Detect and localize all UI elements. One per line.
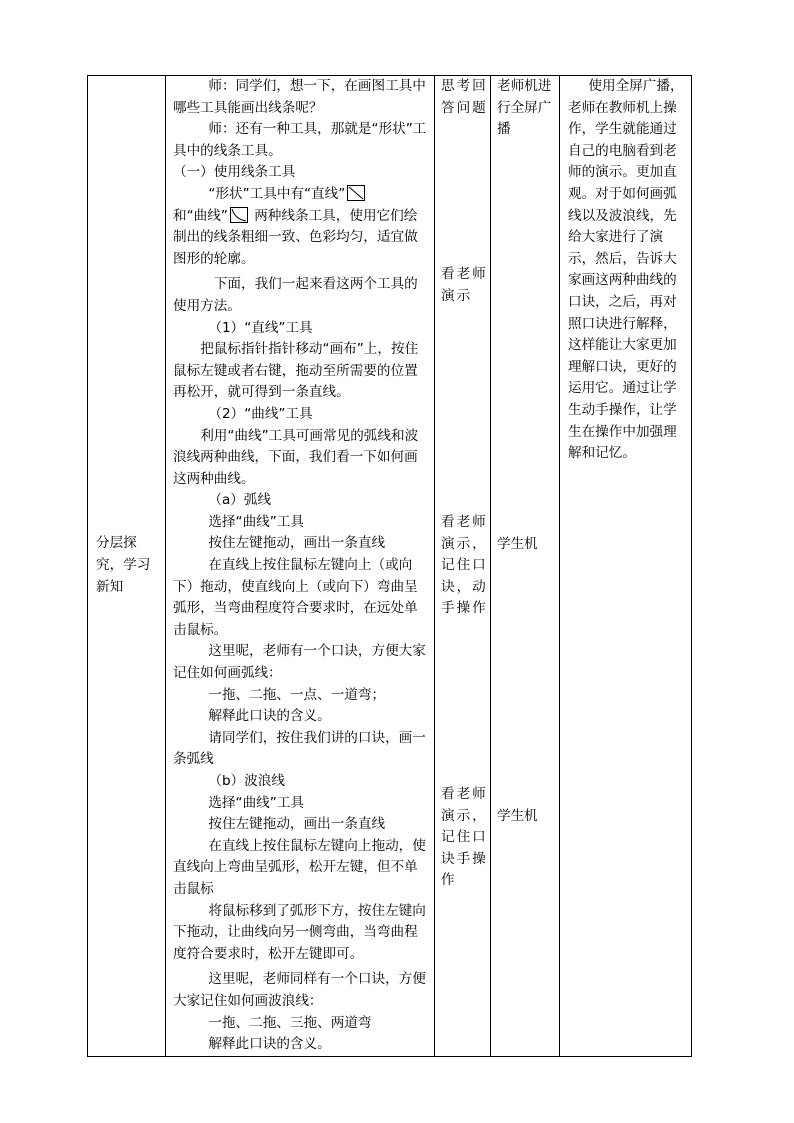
content-line: 下面，我们一起来看这两个工具的使用方法。 bbox=[173, 276, 418, 314]
lesson-plan-table bbox=[87, 75, 692, 1057]
media-item: 老师机进行全屏广播 bbox=[497, 78, 552, 138]
content-line: 这里呢，老师有一个口诀，方便大家记住如何画弧线： bbox=[173, 643, 426, 682]
section-label: 分层探究，学习新知 bbox=[96, 535, 151, 595]
media-cell bbox=[491, 76, 560, 1057]
student-activity-cell bbox=[435, 76, 491, 1057]
teaching-content-cell bbox=[166, 76, 435, 1057]
content-line: 这里呢，老师同样有一个口诀，方便大家记住如何画波浪线： bbox=[173, 971, 426, 1009]
teaching-content bbox=[166, 76, 434, 1056]
content-line bbox=[173, 184, 429, 206]
content-line: 解释此口诀的含义。 bbox=[208, 1036, 331, 1053]
content-line: 解释此口诀的含义。 bbox=[208, 708, 331, 725]
media-item: 学生机 bbox=[497, 536, 538, 552]
content-line: 在直线上按住鼠标左键向上拖动，使直线向上弯曲呈弧形，松开左键，但不单击鼠标 bbox=[173, 837, 426, 897]
content-line: 师：还有一种工具，那就是“形状”工具中的线条工具。 bbox=[173, 121, 427, 159]
content-heading: （a）弧线 bbox=[208, 492, 272, 509]
section-label-cell bbox=[88, 76, 166, 1057]
student-activity bbox=[435, 76, 490, 1056]
content-line: 将鼠标移到了弧形下方，按住左键向下拖动，让曲线向另一侧弯曲，当弯曲程度符合要求时，松开左键即可。 bbox=[173, 902, 426, 962]
content-text: 和“曲线” bbox=[173, 207, 228, 224]
content-heading: （2）“曲线”工具 bbox=[208, 405, 313, 422]
activity-item: 思考回答问题 bbox=[441, 78, 488, 116]
activity-item: 看老师演示 bbox=[441, 266, 488, 304]
content-heading: （1）“直线”工具 bbox=[208, 319, 313, 336]
content-heading: （b）波浪线 bbox=[208, 773, 285, 789]
content-line: 把鼠标指针指针移动“画布”上，按住鼠标左键或者右键，拖动至所需要的位置再松开，就可得到一条直线。 bbox=[173, 341, 419, 401]
design-intent bbox=[560, 76, 691, 465]
content-heading: （一）使用线条工具 bbox=[173, 164, 296, 181]
curve-tool-icon bbox=[230, 207, 248, 223]
content-text: 两种线条工具，使用它们绘制出的线条粗细一致、色彩均匀，适宜做图形的轮廓。 bbox=[173, 207, 418, 267]
content-line: 请同学们，按住我们讲的口诀，画一条弧线 bbox=[173, 729, 426, 768]
content-line: 一拖、二拖、一点、一道弯； bbox=[208, 686, 386, 703]
content-line bbox=[173, 206, 429, 271]
design-intent-cell bbox=[560, 76, 692, 1057]
content-line: 选择“曲线”工具 bbox=[208, 794, 305, 811]
table-row bbox=[88, 76, 692, 1057]
content-line: 按住左键拖动，画出一条直线 bbox=[208, 535, 386, 552]
content-line: 师：同学们，想一下，在画图工具中哪些工具能画出线条呢？ bbox=[173, 78, 426, 116]
design-intent-text: 使用全屏广播，老师在教师机上操作，学生就能通过自己的电脑看到老师的演示。更加直观。对于如何画弧线以及波浪线，先给大家进行了演示，然后，告诉大家画这两种曲线的口诀，之后，再对照口诀进行解释，这样能让大家更加理解口诀，更好的运用它。通过让学生动手操作，让学生在操作中加强理解和记忆。 bbox=[568, 78, 684, 462]
activity-item: 看老师演示，记住口诀，动手操作 bbox=[441, 514, 488, 617]
content-line: 在直线上按住鼠标左键向上（或向下）拖动，使直线向上（或向下）弯曲呈弧形，当弯曲程度符合要求时，在远处单击鼠标。 bbox=[173, 557, 418, 638]
media-column bbox=[491, 76, 559, 1056]
line-tool-icon bbox=[347, 185, 365, 201]
content-line: 利用“曲线”工具可画常见的弧线和波浪线两种曲线，下面，我们看一下如何画这两种曲线。 bbox=[173, 427, 419, 487]
content-line: 按住左键拖动，画出一条直线 bbox=[208, 816, 386, 833]
activity-item: 看老师演示，记住口诀手操作 bbox=[441, 786, 488, 889]
content-text: “形状”工具中有“直线” bbox=[208, 185, 346, 202]
media-item: 学生机 bbox=[497, 808, 538, 824]
content-line: 选择“曲线”工具 bbox=[208, 513, 305, 530]
content-line: 一拖、二拖、三拖、两道弯 bbox=[208, 1014, 372, 1031]
